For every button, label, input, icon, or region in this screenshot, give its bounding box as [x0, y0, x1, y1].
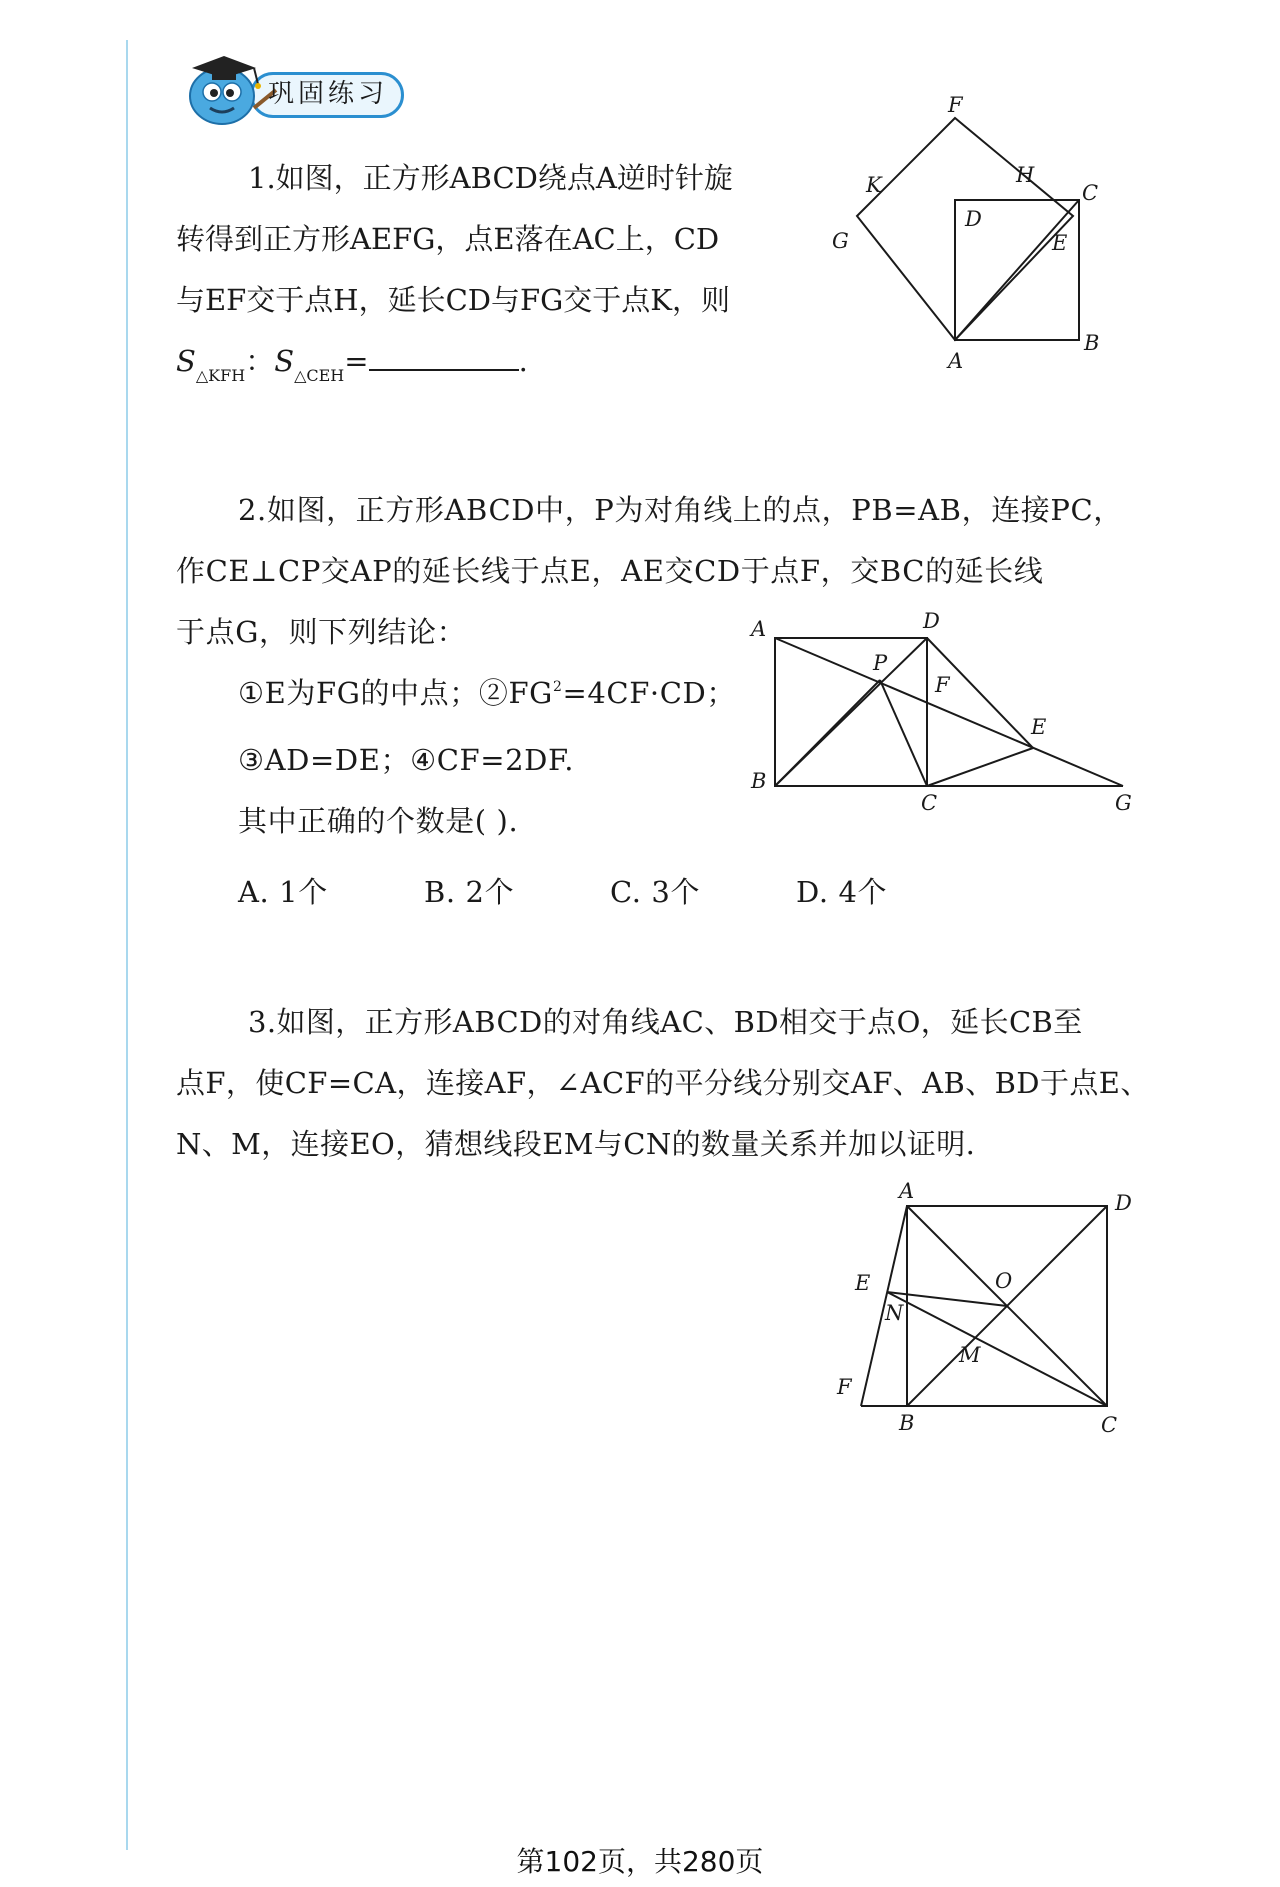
- q3-label-M: M: [959, 1343, 981, 1367]
- q1-ratio-equals: =: [344, 344, 369, 378]
- q1-label-H: H: [1016, 163, 1035, 187]
- q2-line-2: 作CE⊥CP交AP的延长线于点E，AE交CD于点F，交BC的延长线: [176, 554, 1044, 588]
- q2-choices: [176, 862, 1123, 923]
- page-number-footer: 第102页，共280页: [516, 1845, 764, 1878]
- q2-label-B: B: [751, 769, 767, 793]
- q1-ratio-end: .: [518, 344, 528, 378]
- q1-label-F: F: [948, 93, 963, 117]
- q2-figure: [745, 608, 1145, 822]
- q1-figure: [820, 93, 1140, 404]
- q3-label-F: F: [837, 1375, 852, 1399]
- q2-conclusion-2: ③AD=DE；④CF=2DF.: [238, 743, 575, 777]
- q2-choice-d[interactable]: D. 4个: [796, 875, 888, 909]
- q1-line-2: 转得到正方形AEFG，点E落在AC上，CD: [176, 222, 720, 256]
- q2-line-1: 2.如图，正方形ABCD中，P为对角线上的点，PB=AB，连接PC，: [238, 493, 1123, 527]
- q1-label-B: B: [1084, 331, 1100, 355]
- q3-bisector-ce: [887, 1292, 1107, 1406]
- q3-line-3: N、M，连接EO，猜想线段EM与CN的数量关系并加以证明.: [176, 1127, 976, 1161]
- q1-ratio-line: [176, 331, 733, 396]
- question-1: [176, 148, 733, 396]
- q2-line-pc: [880, 680, 927, 786]
- q1-ratio-colon: ：: [245, 344, 275, 378]
- q3-label-E: E: [855, 1271, 871, 1295]
- q2-geometry-svg: [745, 608, 1145, 818]
- q2-choice-c[interactable]: C. 3个: [610, 875, 701, 909]
- q3-label-D: D: [1115, 1191, 1132, 1215]
- q1-area-sub-1: △KFH: [195, 366, 246, 385]
- q2-choice-b[interactable]: B. 2个: [424, 875, 515, 909]
- q2-line-bp: [775, 680, 880, 786]
- q2-label-D: D: [923, 609, 940, 633]
- q3-line-2: 点F，使CF=CA，连接AF，∠ACF的平分线分别交AF、AB、BD于点E、: [176, 1066, 1150, 1100]
- q2-label-A: A: [751, 617, 767, 641]
- q2-choice-a[interactable]: A. 1个: [238, 875, 328, 909]
- q2-label-C: C: [921, 791, 938, 815]
- section-title: 巩固练习: [268, 79, 389, 109]
- q3-label-A: A: [899, 1179, 915, 1203]
- q3-label-C: C: [1101, 1413, 1118, 1437]
- q3-label-B: B: [899, 1411, 915, 1435]
- q1-label-C: C: [1082, 181, 1099, 205]
- q1-answer-blank[interactable]: [369, 339, 519, 371]
- q2-conclusion-1-b: =4CF·CD；: [562, 676, 736, 710]
- q1-label-D: D: [965, 207, 982, 231]
- q1-geometry-svg: [820, 93, 1140, 400]
- q2-line-ce: [927, 748, 1033, 786]
- q3-label-N: N: [885, 1301, 904, 1325]
- q1-label-K: K: [866, 173, 882, 197]
- section-header-badge: [172, 50, 408, 130]
- q2-label-E: E: [1031, 715, 1047, 739]
- q3-geometry-svg: [815, 1179, 1135, 1437]
- q1-label-A: A: [948, 349, 964, 373]
- q3-line-eo: [887, 1292, 1007, 1306]
- q2-line-3: 于点G，则下列结论：: [176, 615, 467, 649]
- q2-label-P: P: [873, 651, 888, 675]
- q1-area-sub-2: △CEH: [294, 366, 345, 385]
- q1-area-symbol-1: S: [176, 344, 196, 378]
- mascot-graduation-cap-icon: [172, 50, 282, 130]
- q1-label-G: G: [832, 229, 849, 253]
- q3-line-1: 3.如图，正方形ABCD的对角线AC、BD相交于点O，延长CB至: [248, 1005, 1083, 1039]
- q2-label-F: F: [935, 673, 950, 697]
- q1-label-E: E: [1052, 231, 1068, 255]
- page-margin-line: [126, 40, 128, 1850]
- q3-figure: [815, 1179, 1135, 1437]
- q2-label-G: G: [1115, 791, 1132, 815]
- q2-conclusion-1-a: ①E为FG的中点；②FG: [238, 676, 553, 710]
- question-3: [176, 992, 1150, 1175]
- q1-line-1: 1.如图，正方形ABCD绕点A逆时针旋: [248, 161, 733, 195]
- q2-question: 其中正确的个数是( ).: [238, 804, 519, 838]
- q1-area-symbol-2: S: [274, 344, 295, 378]
- q3-label-O: O: [995, 1269, 1013, 1293]
- q1-line-3: 与EF交于点H，延长CD与FG交于点K，则: [176, 283, 730, 317]
- q2-conclusion-1-sup: 2: [552, 679, 563, 695]
